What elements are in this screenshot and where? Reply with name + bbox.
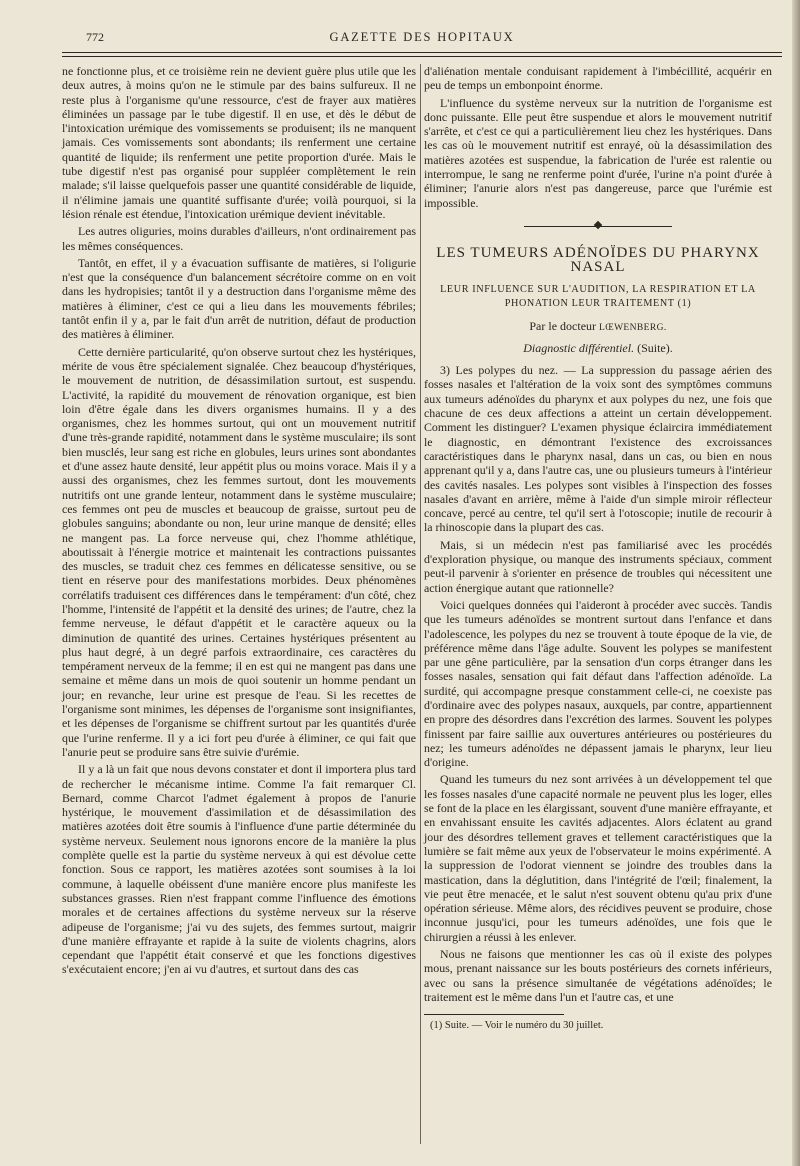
section-separator	[424, 222, 772, 230]
paragraph: Les autres oliguries, moins durables d'ailleurs, n'ont ordinairement pas les mêmes conséquences.	[62, 224, 416, 253]
section-title: Diagnostic différentiel.	[523, 340, 635, 355]
paragraph: Cette dernière particularité, qu'on observe surtout chez les hystériques, mérite de vous être spécialement signalée. Chez beaucoup d'hystériques, le mouvement de nutrition, de désassimilation surtout, est suspendu. L'activité, la rapidité du mouvement de rénovation organique, est bien loin d'être égale dans les divers organismes humains. Il y a des organismes, chez les hommes surtout, qui ont un mouvement nutritif d'une très-grande rapidité, notamment dans le système musculaire; ils sont bien musclés, leur sang est riche en globules, leurs urines sont abondantes et d'une assez haute densité, leur appétit plus ou moins vorace. Mais il y a aussi des organismes, chez les femmes surtout, dont les mouvements nutritifs ont une grande lenteur, notamment dans le système musculaire; ces femmes ont peu de muscles et beaucoup de graisse, surtout peu de globules sanguins; abondante ou non, leur urine manque de densité; elles ne mangent pas. La force nerveuse qui, chez l'homme athlétique, aboutissait à l'énergie motrice et maintenait les contractions puissantes des muscles, se traduit chez ces femmes en délicatesse sensitive, ou se tient en réserve pour des manifestations morbides. Deux phénomènes corrélatifs traduisent ces différences dans le tempérament: d'un côté, chez l'homme, l'intensité de l'appétit et la densité des urines; de l'autre, chez la femme nerveuse, le défaut d'appétit et le caractère aqueux ou la diminution de quantité des urines. Certaines hystériques présentent au plus haut degré, à un degré parfois extraordinaire, ces caractères du tempérament nerveux de la femme; il en est qui ne mangent pas dans une semaine et même dans un mois de quoi soutenir un homme pendant un jour; en revanche, leur urine est presque de l'eau. Si les recettes de l'organisme sont minimes, les dépenses de l'organisme sont insignifiantes, et les dépenses de l'organisme se chiffrent surtout par les quantités d'urée que l'urine renferme. Il y a ici fort peu d'urée à éliminer, ce qui fait que l'anurie peut se produire sans être suivie d'urémie.	[62, 344, 416, 759]
footnote: (1) Suite. — Voir le numéro du 30 juillet.	[430, 1020, 604, 1032]
header-rule	[62, 52, 782, 57]
right-column	[424, 64, 772, 1037]
paragraph: L'influence du système nerveux sur la nutrition de l'organisme est donc puissante. Elle peut être suspendue et alors le mouvement nutritif s'arrête, et c'est ce qui a particulièrement lieu chez les hystériques. Dans les cas où le mouvement nutritif est enrayé, où la désassimilation des matières azotées est suspendue, la fabrication de l'urée est ralentie ou interrompue, le sang ne renferme point d'urée, l'urine n'a point d'urée à éliminer; l'anurie alors n'est pas dangereuse, parce que l'urémie est impossible.	[424, 95, 772, 210]
paragraph: Il y a là un fait que nous devons constater et dont il importera plus tard de rechercher le mécanisme intime. Comme l'a fait remarquer Cl. Bernard, comme Charcot l'admet également à propos de l'anurie hystérique, le mouvement d'assimilation et de désassimilation des matières azotées doit être soumis à l'influence d'une partie déterminée du système nerveux. Seulement nous ignorons encore de la manière la plus complète quelle est la partie du système nerveux à qui est dévolue cette fonction. Sous ce rapport, les matières azotées sont soumises à la loi commune, à laquelle obéissent d'une manière encore plus manifeste les substances grasses. Rien n'est frappant comme l'influence des émotions morales et de certaines affections du système nerveux sur la réserve adipeuse de l'organisme; j'ai vu des sujets, des femmes surtout, maigrir d'une manière effrayante et rapide à la suite de violents chagrins, alors cependant que l'appétit était conservé et que les fonctions digestives s'exécutaient encore; j'en ai vu d'autres, et surtout dans des cas	[62, 762, 416, 977]
diamond-ornament-icon	[594, 221, 602, 229]
article-subtitle: LEUR INFLUENCE SUR L'AUDITION, LA RESPIRATION ET LA PHONATION LEUR TRAITEMENT (1)	[440, 283, 756, 309]
paragraph: 3) Les polypes du nez. — La suppression du passage aérien des fosses nasales et l'altération de la voix sont des symptômes communs aux tumeurs adénoïdes du pharynx et aux polypes du nez, une fois que chacune de ces deux affections a atteint un certain développement. Comment les distinguer? L'examen physique éclaircira immédiatement le diagnostic, en démontrant l'existence des excroissances caractéristiques dans le pharynx nasal, dans un cas, ou bien en nous apprenant qu'il y a, dans l'autre cas, une ou plusieurs tumeurs à l'intérieur des cavités nasales. Les polypes sont visibles à l'inspection des fosses nasales d'avant en arrière, même à l'aide d'un simple miroir réflecteur concave, percé au centre, tel qu'il sert à l'otoscopie; inutile de recourir à la rhinoscopie dans la plupart des cas.	[424, 363, 772, 535]
page-number: 772	[86, 30, 104, 44]
left-column	[62, 64, 416, 980]
section-suffix: (Suite).	[634, 340, 673, 355]
page-header	[62, 30, 782, 52]
article-title: LES TUMEURS ADÉNOÏDES DU PHARYNX NASAL	[436, 244, 760, 276]
paragraph: Quand les tumeurs du nez sont arrivées à un développement tel que les fosses nasales d'une capacité normale ne peuvent plus les loger, elles se font de la place en les élargissant, souvent d'une manière effrayante, et en envahissant ensuite les cavités adjacentes. Alors éclatent au grand jour des désordres tellement graves et tellement caractéristiques que la lumière se fait même aux yeux de l'observateur le moins expérimenté. A la suppression de l'odorat viennent se joindre des troubles dans la mastication, dans la déglutition, dans l'intégrité de l'œil; finalement, la vie peut être menacée, et le salut n'est souvent obtenu qu'au prix d'une opération sérieuse. Même alors, des récidives peuvent se produire, chose inconnue jusqu'ici, pour les tumeurs adénoïdes, une fois que le chirurgien a réussi à les enlever.	[424, 772, 772, 944]
journal-title: GAZETTE DES HOPITAUX	[329, 30, 515, 44]
author-prefix: Par le docteur	[529, 318, 600, 333]
paragraph: Mais, si un médecin n'est pas familiarisé avec les procédés d'exploration physique, ou manque des instruments spéciaux, comment peut-il parvenir à s'orienter en présence de troubles qui nécessitent une action énergique autant que rationnelle?	[424, 537, 772, 595]
article-author	[424, 319, 772, 335]
paragraph: Voici quelques données qui l'aideront à procéder avec succès. Tandis que les tumeurs adénoïdes se montrent surtout dans l'enfance et dans l'adolescence, les polypes du nez se trouvent à toute époque de la vie, de préférence même dans l'âge adulte. Souvent les polypes se manifestent par une gêne particulière, par la sensation d'un corps étranger dans les fosses nasales, sensation qui fait défaut dans l'affection adénoïde. La surdité, qui accompagne presque constamment celle-ci, ne coexiste pas d'ordinaire avec des polypes nasaux, auxquels, par contre, appartiennent en propre des désordres dans l'excrétion des larmes. Souvent les polypes finissent par faire saillie aux ouvertures antérieures ou postérieures du nez; les tumeurs adénoïdes ne dépassent jamais le pharynx, leur lieu d'origine.	[424, 597, 772, 770]
paragraph: ne fonctionne plus, et ce troisième rein ne devient guère plus utile que les deux autres, à moins qu'on ne le stimule par des bains sulfureux. Il ne reste plus à l'organisme qu'une ressource, c'est de frayer aux matières éliminées un passage par le tube digestif. Il en use, et dès le début de l'intoxication urémique des vomissements se produisent; ils ne manquent jamais. Ces vomissements sont abondants; ils renferment une certaine quantité de liquide; ils renferment une petite proportion d'urée. Mais le tube digestif n'est pas organisé pour suppléer complètement le rein malade; s'il laisse quelquefois passer une quantité considérable de liquide, il n'élimine jamais une quantité suffisante d'urée; voilà pourquoi, si la lésion rénale est étendue, l'intoxication urémique devient inévitable.	[62, 64, 416, 221]
paragraph: d'aliénation mentale conduisant rapidement à l'imbécillité, acquérir en peu de temps un embonpoint énorme.	[424, 64, 772, 93]
page-edge-shadow	[792, 0, 800, 1166]
author-name: LŒWENBERG.	[599, 322, 667, 333]
column-divider	[420, 64, 421, 1144]
footnote-rule	[424, 1014, 564, 1015]
paragraph: Tantôt, en effet, il y a évacuation suffisante de matières, si l'oligurie n'est que la conséquence d'un balancement sécrétoire comme on en voit dans les hydropisies; tantôt il y a destruction dans l'organisme même des matières à éliminer, c'est ce qui a lieu dans les mouvements fébriles; tantôt enfin il y a, par le fait d'un arrêt de nutrition, défaut de production des matières à éliminer.	[62, 255, 416, 342]
paragraph: Nous ne faisons que mentionner les cas où il existe des polypes mous, prenant naissance sur les bouts postérieurs des cornets inférieurs, avec ou sans la présence simultanée de végétations adénoïdes; le traitement est le même dans l'un et l'autre cas, et une	[424, 947, 772, 1004]
section-heading	[424, 341, 772, 355]
